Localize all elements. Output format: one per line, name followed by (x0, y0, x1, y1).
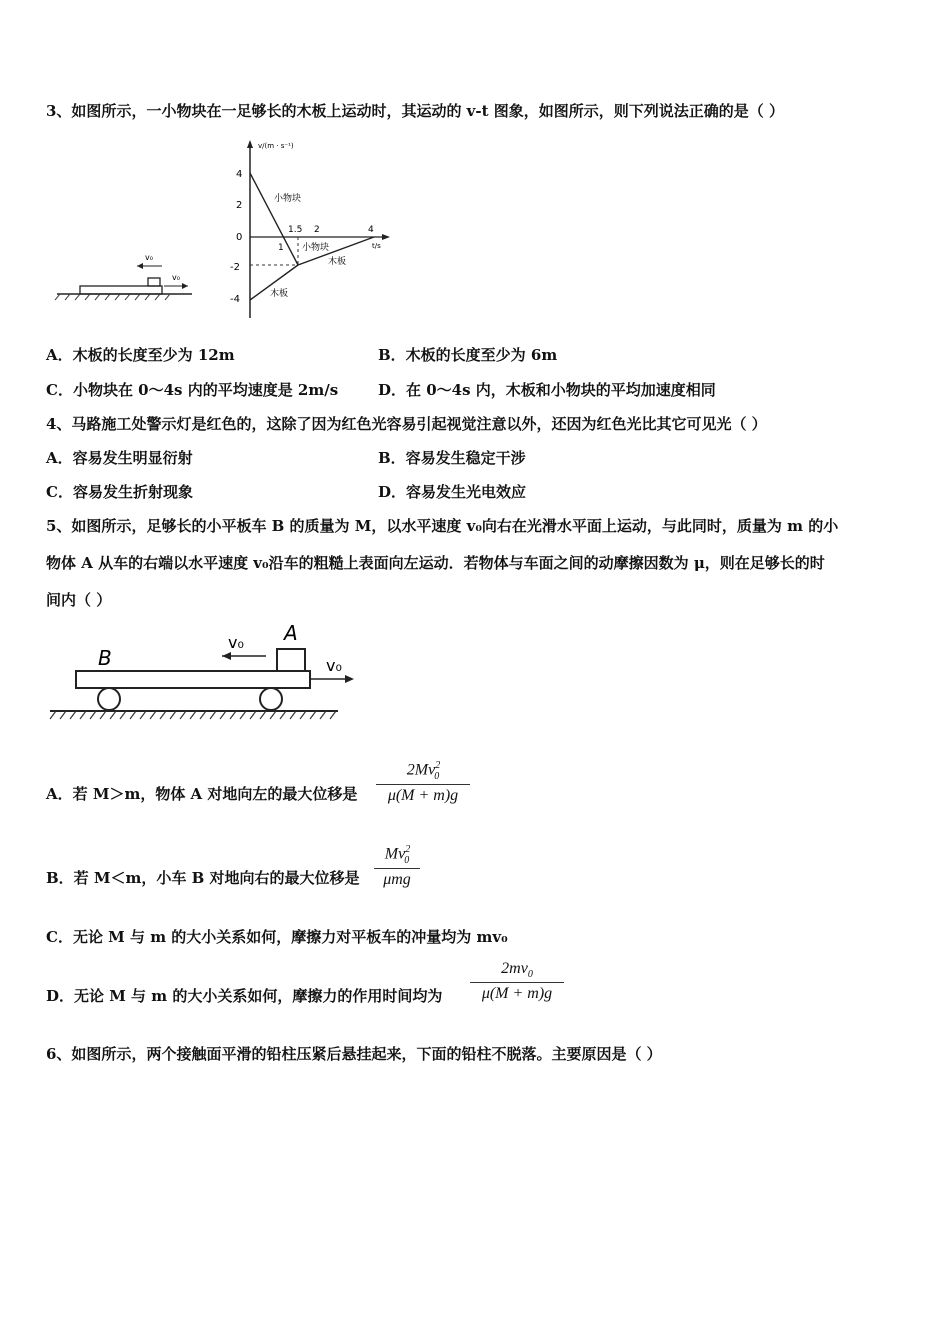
q5-label-a: A (284, 621, 298, 645)
q3-xtick-2: 2 (314, 225, 320, 235)
q3-stem: 3、如图所示，一小物块在一足够长的木板上运动时，其运动的 v-t 图象，如图所示，则下列说法正确的是（ ） (46, 102, 784, 120)
q5-option-d: D．无论 M 与 m 的大小关系如何，摩擦力的作用时间均为 (46, 987, 443, 1005)
q4-stem: 4、马路施工处警示灯是红色的，这除了因为红色光容易引起视觉注意以外，还因为红色光比其它可见光（ ） (46, 415, 767, 433)
q3-option-d: D．在 0～4s 内，木板和小物块的平均加速度相同 (378, 381, 716, 399)
q5-option-b: B．若 M＜m，小车 B 对地向右的最大位移是 (46, 869, 360, 887)
q3-block-board-figure (52, 248, 197, 308)
q5-v-left: v₀ (228, 633, 244, 652)
q3-ytick-neg4: -4 (230, 294, 240, 305)
q5-option-a-fraction: $2Mv^2_0$ μ(M + m)g (376, 760, 470, 805)
q5-option-a: A．若 M＞m，物体 A 对地向左的最大位移是 (46, 785, 358, 803)
q3-label-block-1: 小物块 (274, 194, 302, 204)
q3-label-board-1: 木板 (328, 257, 347, 267)
q4-option-d: D．容易发生光电效应 (378, 483, 527, 501)
q5-option-c: C．无论 M 与 m 的大小关系如何，摩擦力对平板车的冲量均为 mv₀ (46, 928, 508, 946)
q4-option-c: C．容易发生折射现象 (46, 483, 193, 501)
q5-option-b-fraction: $Mv^2_0$ μmg (374, 844, 420, 889)
q3-ytick-neg2: -2 (230, 262, 240, 273)
q3-ytick-0: 0 (236, 232, 243, 243)
q3-option-b: B．木板的长度至少为 6m (378, 346, 558, 364)
q5-stem-line1: 5、如图所示，足够长的小平板车 B 的质量为 M，以水平速度 v₀向右在光滑水平面上运动，与此同时，质量为 m 的小 (46, 517, 839, 535)
q6-stem: 6、如图所示，两个接触面平滑的铅柱压紧后悬挂起来，下面的铅柱不脱落。主要原因是（ ） (46, 1045, 662, 1063)
q3-side-v2: v₀ (172, 273, 180, 282)
q3-xtick-1-5: 1.5 (288, 225, 303, 235)
q3-ytick-4: 4 (236, 169, 243, 180)
q3-vt-graph (222, 138, 397, 323)
q3-ytick-2: 2 (236, 200, 243, 211)
q4-option-a: A．容易发生明显衍射 (46, 449, 193, 467)
q3-xtick-4: 4 (368, 225, 374, 235)
q5-stem-line3: 间内（ ） (46, 591, 112, 609)
q3-option-a: A．木板的长度至少为 12m (46, 346, 235, 364)
q3-y-axis-label: v/(m · s⁻¹) (258, 142, 294, 150)
q3-option-c: C．小物块在 0～4s 内的平均速度是 2m/s (46, 381, 339, 399)
q5-label-b: B (98, 646, 112, 670)
q3-label-board-2: 木板 (270, 289, 289, 299)
q5-option-d-fraction: $2mv_0$ μ(M + m)g (470, 960, 564, 1003)
q4-option-b: B．容易发生稳定干涉 (378, 449, 526, 467)
q3-x-axis-label: t/s (372, 242, 381, 250)
q5-stem-line2: 物体 A 从车的右端以水平速度 v₀沿车的粗糙上表面向左运动．若物体与车面之间的动摩擦因数为 μ，则在足够长的时 (46, 554, 825, 572)
q5-v-right: v₀ (326, 656, 342, 675)
q5-cart-figure (46, 620, 366, 725)
q3-xtick-1: 1 (278, 243, 284, 253)
q3-label-block-2: 小物块 (302, 243, 330, 253)
q3-side-v1: v₀ (145, 253, 153, 262)
